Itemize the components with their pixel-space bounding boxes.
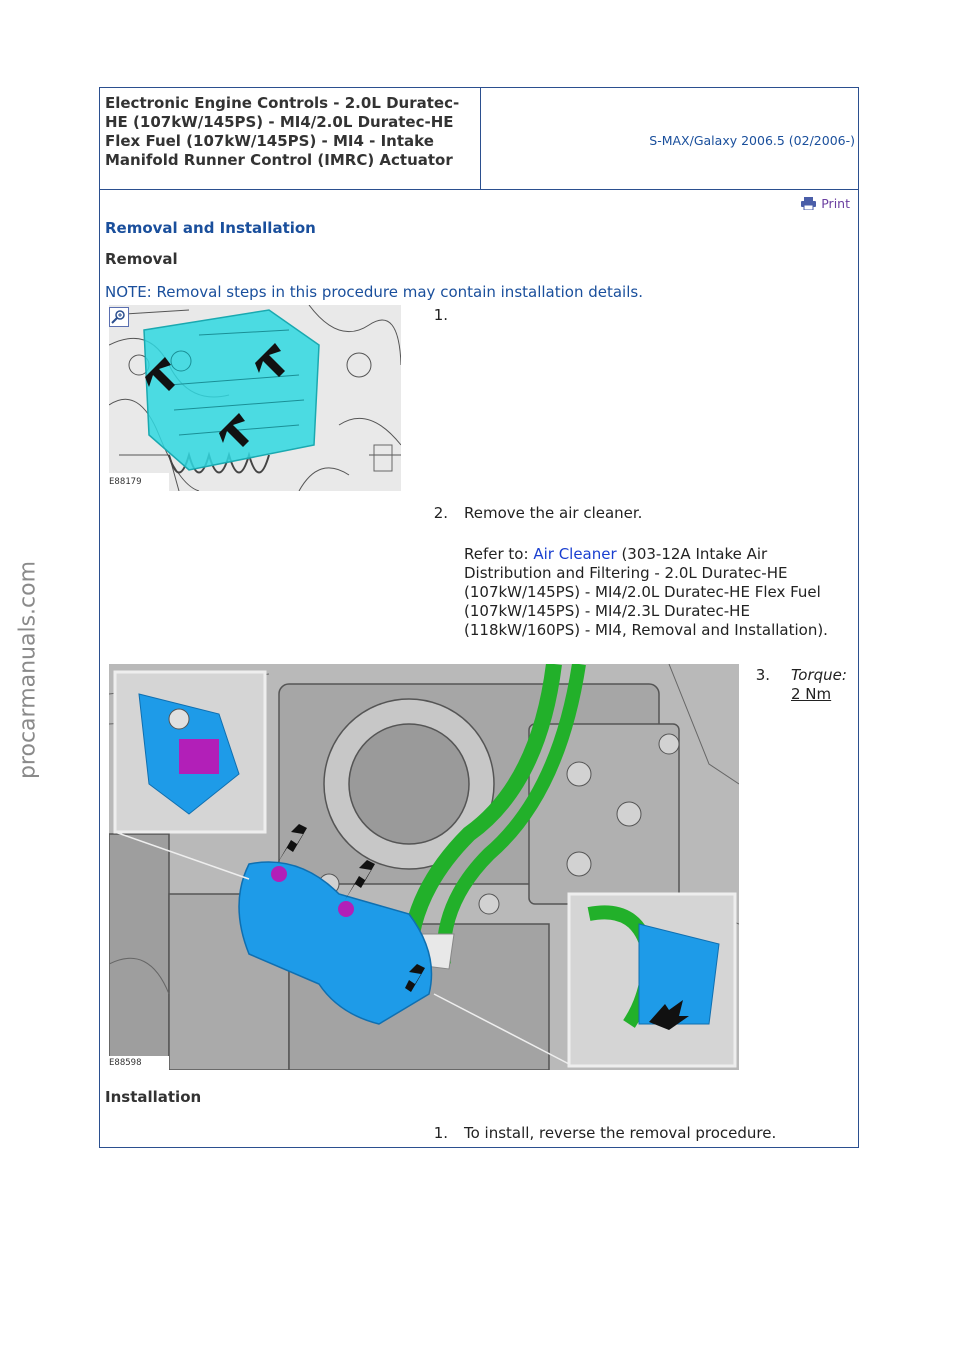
- step-3-number: 3.: [755, 666, 770, 684]
- step-2-number: 2.: [433, 504, 448, 522]
- header-table: [100, 88, 858, 190]
- torque-value[interactable]: 2 Nm: [791, 685, 832, 703]
- step-1-number: 1.: [433, 306, 448, 324]
- refer-to-label: Refer to:: [464, 545, 529, 563]
- installation-title: Installation: [105, 1088, 202, 1106]
- removal-note: NOTE: Removal steps in this procedure may contain installation details.: [105, 283, 643, 301]
- printer-icon: [801, 197, 816, 213]
- magnify-icon[interactable]: [109, 307, 129, 327]
- install-step-1-text: To install, reverse the removal procedure.: [464, 1124, 777, 1142]
- step-3-torque: [791, 666, 857, 704]
- side-watermark: [8, 560, 48, 780]
- print-button[interactable]: [801, 196, 850, 213]
- figure-engine-cover[interactable]: [109, 305, 401, 491]
- document-title: Electronic Engine Controls - 2.0L Duratec-HE (107kW/145PS) - MI4/2.0L Duratec-HE Flex Fuel (107kW/145PS) - MI4 - Intake Manifold Runner Control (IMRC) Actuator: [105, 94, 460, 169]
- step-2-text: Remove the air cleaner.: [464, 504, 643, 522]
- step-2-reference: [464, 545, 854, 640]
- figure-imrc-actuator[interactable]: [109, 664, 739, 1070]
- figure-code: E88179: [109, 477, 142, 487]
- torque-label: Torque:: [791, 666, 847, 684]
- print-label: Print: [821, 196, 850, 211]
- section-title: Removal and Installation: [105, 219, 316, 237]
- figure-code: E88598: [109, 1058, 142, 1068]
- refer-to-detail: (303-12A Intake Air Distribution and Filtering - 2.0L Duratec-HE (107kW/145PS) - MI4/2.0L Duratec-HE Flex Fuel (107kW/145PS) - MI4/2.3L Duratec-HE (118kW/160PS) - MI4, Removal and Installation).: [464, 545, 828, 639]
- vehicle-model: S-MAX/Galaxy 2006.5 (02/2006-): [649, 133, 855, 148]
- install-step-1-number: 1.: [433, 1124, 448, 1142]
- air-cleaner-link[interactable]: Air Cleaner: [533, 545, 617, 563]
- document-frame: [99, 87, 859, 1148]
- side-watermark-text: procarmanuals.com: [15, 560, 41, 780]
- removal-title: Removal: [105, 250, 178, 268]
